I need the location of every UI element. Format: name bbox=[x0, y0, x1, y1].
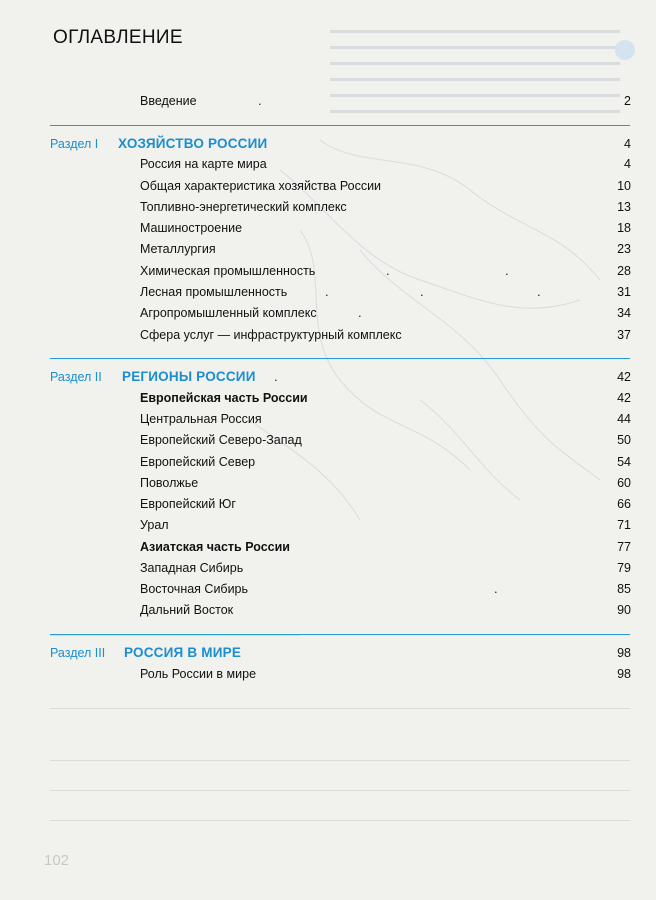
leader-dot: . bbox=[358, 305, 362, 320]
toc-entry[interactable] bbox=[0, 664, 656, 684]
section-page: 4 bbox=[624, 137, 631, 151]
toc-entry[interactable] bbox=[0, 282, 656, 302]
toc-entry-label: Агропромышленный комплекс bbox=[140, 306, 317, 320]
toc-entry-label: Европейский Юг bbox=[140, 497, 236, 511]
toc-entry-page: 79 bbox=[617, 561, 631, 575]
toc-entry-label: Центральная Россия bbox=[140, 412, 262, 426]
toc-entry-label: Европейская часть России bbox=[140, 391, 308, 405]
leader-dot: . bbox=[258, 93, 262, 108]
toc-entry[interactable] bbox=[0, 176, 656, 196]
leader-dot: . bbox=[505, 263, 509, 278]
toc-entry[interactable] bbox=[0, 537, 656, 557]
toc-entry[interactable] bbox=[0, 388, 656, 408]
section-divider bbox=[50, 358, 630, 359]
toc-entry-label: Лесная промышленность bbox=[140, 285, 288, 299]
toc-entry[interactable] bbox=[0, 197, 656, 217]
toc-entry[interactable] bbox=[0, 558, 656, 578]
toc-entry-label: Металлургия bbox=[140, 242, 216, 256]
toc-entry-label: Европейский Северо-Запад bbox=[140, 433, 302, 447]
toc-entry-intro[interactable] bbox=[0, 91, 656, 111]
toc-entry-page: 37 bbox=[617, 328, 631, 342]
toc-entry-label: Европейский Север bbox=[140, 455, 256, 469]
toc-entry-page: 18 bbox=[617, 221, 631, 235]
leader-dot: . bbox=[274, 369, 278, 384]
toc-entry[interactable] bbox=[0, 218, 656, 238]
toc-entry-page: 23 bbox=[617, 242, 631, 256]
toc-entry-label: Общая характеристика хозяйства России bbox=[140, 179, 382, 193]
section-title: РОССИЯ В МИРЕ bbox=[124, 645, 242, 660]
section-title: РЕГИОНЫ РОССИИ bbox=[122, 369, 256, 384]
toc-entry[interactable] bbox=[0, 154, 656, 174]
toc-entry-page: 50 bbox=[617, 433, 631, 447]
toc-entry-label: Сфера услуг — инфраструктурный комплекс bbox=[140, 328, 402, 342]
toc-section-2[interactable] bbox=[0, 367, 656, 387]
toc-entry-label: Поволжье bbox=[140, 476, 199, 490]
toc-entry-page: 28 bbox=[617, 264, 631, 278]
toc-entry-page: 13 bbox=[617, 200, 631, 214]
toc-entry[interactable] bbox=[0, 452, 656, 472]
toc-entry-label: Роль России в мире bbox=[140, 667, 257, 681]
toc-entry[interactable] bbox=[0, 600, 656, 620]
toc-entry[interactable] bbox=[0, 303, 656, 323]
toc-entry-label: Урал bbox=[140, 518, 169, 532]
leader-dot: . bbox=[494, 581, 498, 596]
toc-entry[interactable] bbox=[0, 579, 656, 599]
section-divider bbox=[50, 125, 630, 126]
toc-entry-page: 42 bbox=[617, 391, 631, 405]
toc-entry[interactable] bbox=[0, 494, 656, 514]
toc-entry-label: Химическая промышленность bbox=[140, 264, 316, 278]
toc-entry-page: 44 bbox=[617, 412, 631, 426]
section-page: 42 bbox=[617, 370, 631, 384]
toc-entry[interactable] bbox=[0, 325, 656, 345]
toc-entry-label: Введение bbox=[140, 94, 197, 108]
toc-entry-page: 98 bbox=[617, 667, 631, 681]
toc-entry-page: 4 bbox=[624, 157, 631, 171]
leader-dot: . bbox=[537, 284, 541, 299]
toc-entry-page: 54 bbox=[617, 455, 631, 469]
toc-entry-page: 31 bbox=[617, 285, 631, 299]
toc-entry-label: Машиностроение bbox=[140, 221, 243, 235]
toc-entry-page: 10 bbox=[617, 179, 631, 193]
section-prefix: Раздел II bbox=[50, 370, 102, 384]
page-title: ОГЛАВЛЕНИЕ bbox=[53, 27, 183, 48]
page-number: 102 bbox=[44, 852, 70, 869]
toc-entry-page: 34 bbox=[617, 306, 631, 320]
section-page: 98 bbox=[617, 646, 631, 660]
toc-entry-label: Россия на карте мира bbox=[140, 157, 267, 171]
section-prefix: Раздел III bbox=[50, 646, 106, 660]
toc-entry[interactable] bbox=[0, 261, 656, 281]
toc-section-1[interactable] bbox=[0, 134, 656, 154]
leader-dot: . bbox=[325, 284, 329, 299]
toc-entry-page: 66 bbox=[617, 497, 631, 511]
toc-entry-label: Восточная Сибирь bbox=[140, 582, 249, 596]
section-divider bbox=[50, 634, 630, 635]
toc-entry-page: 90 bbox=[617, 603, 631, 617]
leader-dot: . bbox=[420, 284, 424, 299]
toc-entry-page: 2 bbox=[624, 94, 631, 108]
toc-entry-page: 85 bbox=[617, 582, 631, 596]
toc-entry[interactable] bbox=[0, 515, 656, 535]
toc-entry-label: Западная Сибирь bbox=[140, 561, 244, 575]
toc-entry-page: 71 bbox=[617, 518, 631, 532]
toc-entry[interactable] bbox=[0, 473, 656, 493]
toc-entry-label: Азиатская часть России bbox=[140, 540, 290, 554]
leader-dot: . bbox=[386, 263, 390, 278]
toc-entry-label: Топливно-энергетический комплекс bbox=[140, 200, 347, 214]
toc-section-3[interactable] bbox=[0, 643, 656, 663]
toc-entry-page: 77 bbox=[617, 540, 631, 554]
toc-entry[interactable] bbox=[0, 430, 656, 450]
toc-entry-page: 60 bbox=[617, 476, 631, 490]
toc-entry[interactable] bbox=[0, 239, 656, 259]
section-title: ХОЗЯЙСТВО РОССИИ bbox=[118, 136, 268, 151]
toc-entry-label: Дальний Восток bbox=[140, 603, 234, 617]
toc-entry[interactable] bbox=[0, 409, 656, 429]
section-prefix: Раздел I bbox=[50, 137, 99, 151]
